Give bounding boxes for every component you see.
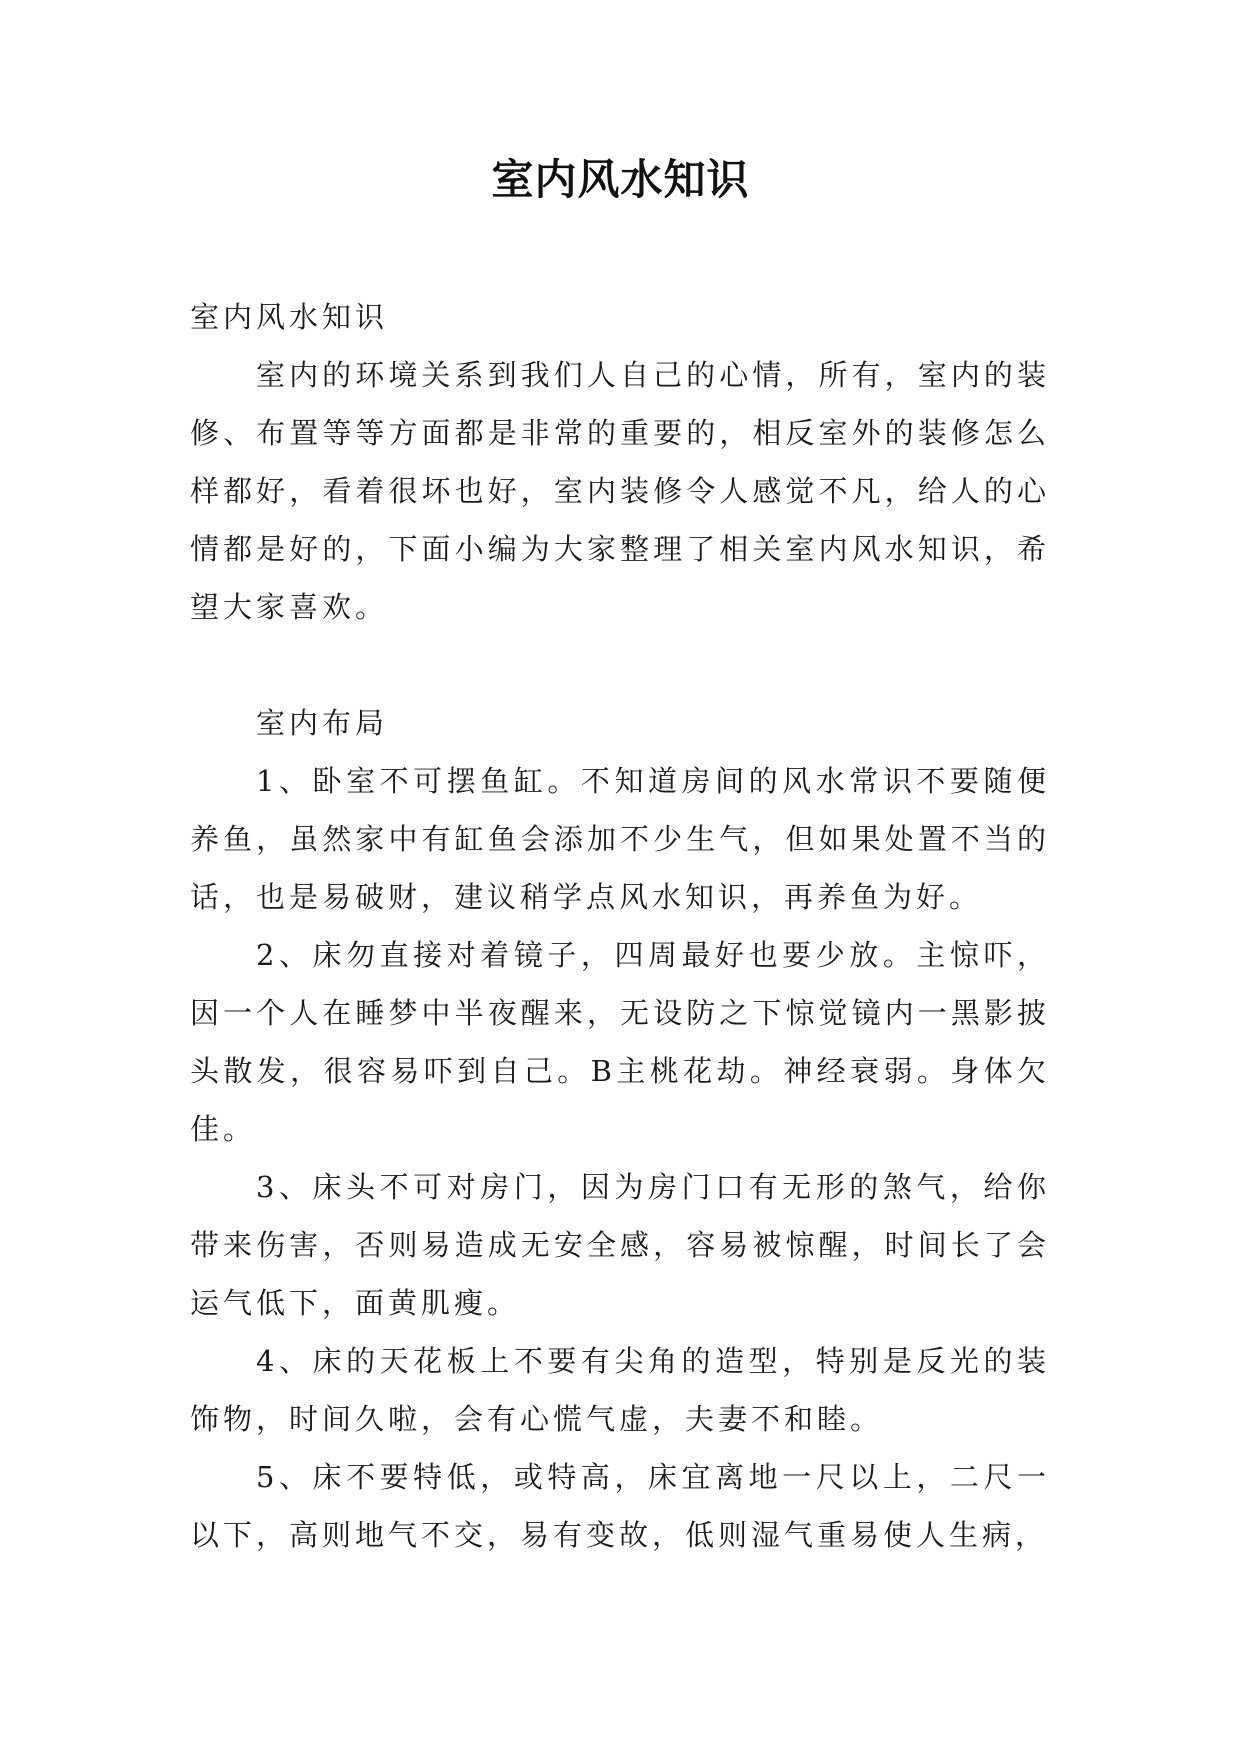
list-item: 4、床的天花板上不要有尖角的造型，特别是反光的装饰物，时间久啦，会有心慌气虚，夫妻不和睦。: [190, 1344, 1050, 1436]
intro-paragraph: 室内的环境关系到我们人自己的心情，所有，室内的装修、布置等等方面都是非常的重要的，相反室外的装修怎么样都好，看着很坏也好，室内装修令人感觉不凡，给人的心情都是好的，下面小编为大家整理了相关室内风水知识，希望大家喜欢。: [190, 358, 1050, 624]
document-title: 室内风水知识: [491, 155, 750, 204]
paragraph-spacer: [190, 636, 1050, 694]
section-heading: 室内布局: [256, 706, 389, 740]
list-item: 1、卧室不可摆鱼缸。不知道房间的风水常识不要随便养鱼，虽然家中有缸鱼会添加不少生气，但如果处置不当的话，也是易破财，建议稍学点风水知识，再养鱼为好。: [190, 764, 1050, 914]
list-item: 5、床不要特低，或特高，床宜离地一尺以上，二尺一以下，高则地气不交，易有变故，低则湿气重易使人生病，: [190, 1460, 1050, 1552]
subtitle-line: 室内风水知识: [190, 300, 389, 334]
document-body: [190, 288, 1050, 1564]
list-item: 3、床头不可对房门，因为房门口有无形的煞气，给你带来伤害，否则易造成无安全感，容易被惊醒，时间长了会运气低下，面黄肌瘦。: [190, 1170, 1050, 1320]
list-item: 2、床勿直接对着镜子，四周最好也要少放。主惊吓，因一个人在睡梦中半夜醒来，无设防之下惊觉镜内一黑影披头散发，很容易吓到自己。B主桃花劫。神经衰弱。身体欠佳。: [190, 938, 1050, 1146]
